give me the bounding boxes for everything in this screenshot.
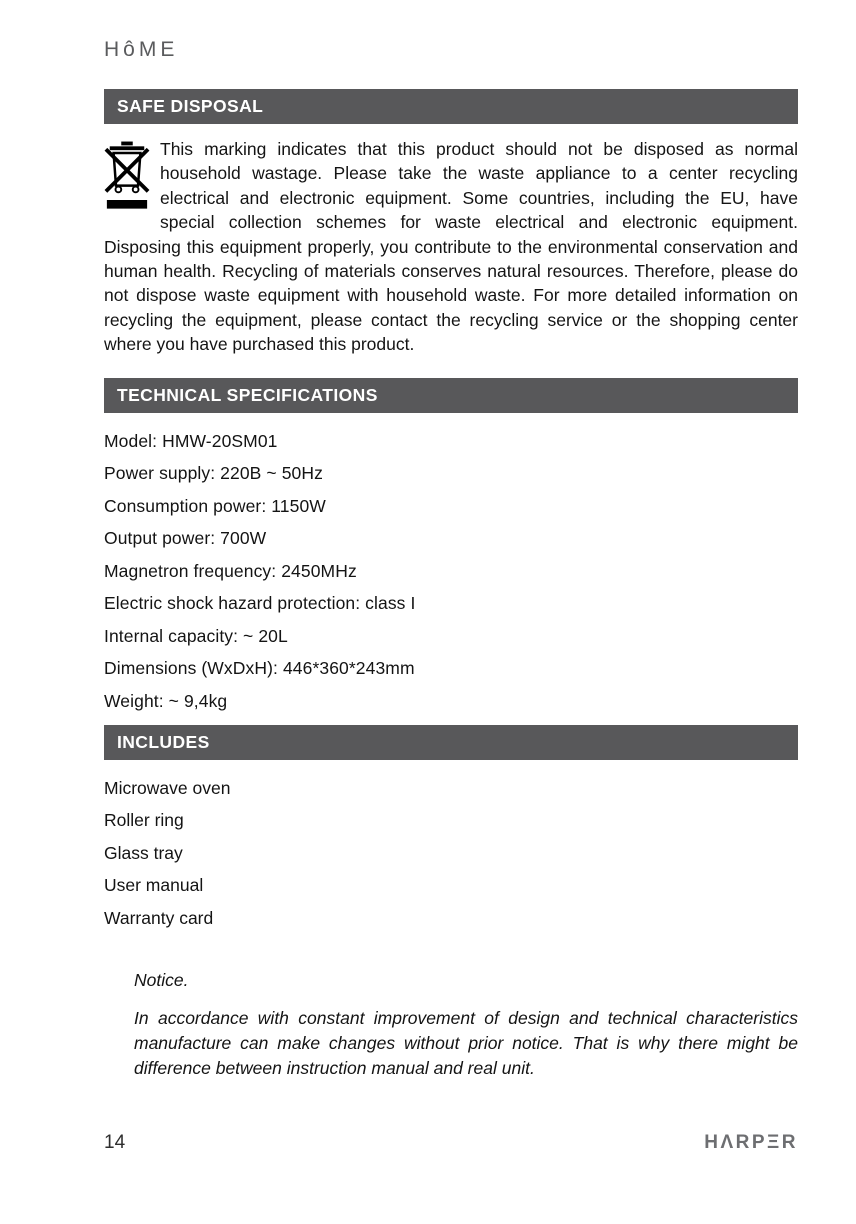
section-header-technical-specifications: TECHNICAL SPECIFICATIONS [104, 378, 798, 413]
safe-disposal-paragraph [104, 137, 798, 357]
safe-disposal-text: This marking indicates that this product should not be disposed as normal household wastage. Please take the waste appliance to a center recycling electrical and electronic equipment. Some countries, including the EU, have special collection schemes for waste electrical and electronic equipment. Disposing this equipment properly, you contribute to the environmental conservation and human health. Recycling of materials conserves natural resources. Therefore, please do not dispose waste equipment with household waste. For more detailed information on recycling the equipment, please contact the recycling service or the shopping center where you have purchased this product. [104, 139, 798, 355]
notice-heading: Notice. [134, 969, 189, 990]
home-brand-logo: HôME [104, 38, 179, 61]
technical-specifications-list [104, 430, 798, 713]
spec-line-weight: Weight: ~ 9,4kg [104, 690, 228, 711]
weee-crossed-bin-icon [104, 140, 150, 214]
spec-line-magnetron-frequency: Magnetron frequency: 2450MHz [104, 560, 357, 581]
spec-line-internal-capacity: Internal capacity: ~ 20L [104, 625, 288, 646]
notice-body: In accordance with constant improvement of design and technical characteristics manufacture can make changes without prior notice. That is why there might be difference between instruction manual and real unit. [134, 1007, 798, 1078]
includes-line-warranty-card: Warranty card [104, 907, 214, 928]
spec-line-power-supply: Power supply: 220B ~ 50Hz [104, 463, 323, 484]
spec-line-dimensions: Dimensions (WxDxH): 446*360*243mm [104, 658, 415, 679]
page-number: 14 [104, 1132, 126, 1153]
section-header-safe-disposal: SAFE DISPOSAL [104, 89, 798, 124]
notice-block [134, 968, 798, 1081]
spec-line-consumption-power: Consumption power: 1150W [104, 495, 326, 516]
includes-line-glass-tray: Glass tray [104, 842, 183, 863]
spec-line-model: Model: HMW-20SM01 [104, 430, 278, 451]
spec-line-output-power: Output power: 700W [104, 528, 267, 549]
spec-line-shock-protection: Electric shock hazard protection: class I [104, 593, 416, 614]
includes-line-microwave-oven: Microwave oven [104, 777, 231, 798]
includes-line-user-manual: User manual [104, 875, 204, 896]
page-footer [104, 1132, 798, 1154]
harper-brand-logo: HΛRPΞR [704, 1132, 798, 1153]
includes-list [104, 777, 798, 930]
section-header-includes: INCLUDES [104, 725, 798, 760]
includes-line-roller-ring: Roller ring [104, 810, 184, 831]
